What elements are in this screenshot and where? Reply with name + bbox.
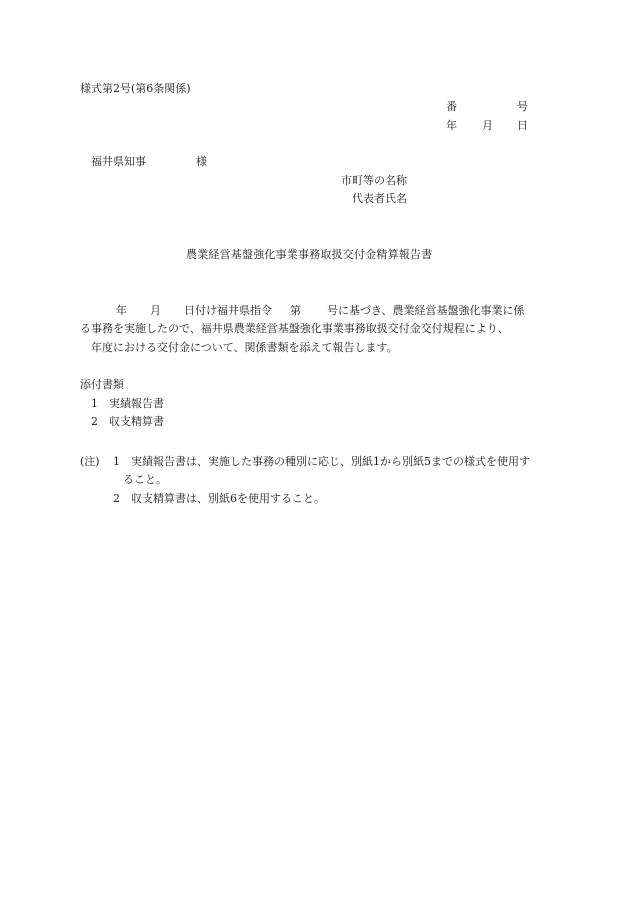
note-num: 2	[113, 492, 120, 505]
sender-org-label: 市町等の名称	[341, 174, 407, 187]
note-text-continued: ること。	[123, 473, 167, 486]
body-line2: る事務を実施したので、福井県農業経営基盤強化事業事務取扱交付金交付規程により、	[80, 322, 509, 335]
sender-rep-label: 代表者氏名	[352, 192, 407, 205]
note-text: 実績報告書は、実施した事務の種別に応じ、別紙1から別紙5までの様式を使用す	[131, 455, 530, 468]
body-dai: 第	[290, 304, 301, 317]
attachments-heading: 添付書類	[80, 378, 124, 391]
body-year: 年	[116, 304, 127, 317]
number-suffix: 号	[517, 100, 528, 113]
date-year: 年	[446, 119, 457, 132]
attachment-label: 実績報告書	[109, 397, 164, 410]
notes-label: (注)	[80, 455, 100, 468]
attachment-label: 収支精算書	[109, 415, 164, 428]
attachment-num: 1	[91, 397, 98, 410]
attachment-item	[91, 416, 164, 427]
attachment-item	[91, 398, 164, 409]
document-title: 農業経営基盤強化事業事務取扱交付金精算報告書	[186, 248, 433, 261]
body-directive-ref: 日付け福井県指令	[184, 304, 272, 317]
addressee-honorific: 様	[196, 155, 207, 168]
note-item	[113, 456, 530, 467]
body-line1-end: 号に基づき、農業経営基盤強化事業に係	[327, 304, 525, 317]
addressee-name: 福井県知事	[91, 155, 146, 168]
form-label: 様式第2号(第6条関係)	[80, 82, 191, 95]
note-num: 1	[113, 455, 120, 468]
number-prefix: 番	[446, 100, 457, 113]
body-month: 月	[150, 304, 161, 317]
note-item	[113, 493, 325, 504]
note-text: 収支精算書は、別紙6を使用すること。	[131, 492, 325, 505]
body-line3: 年度における交付金について、関係書類を添えて報告します。	[91, 341, 398, 354]
date-month: 月	[482, 119, 493, 132]
attachment-num: 2	[91, 415, 98, 428]
date-day: 日	[517, 119, 528, 132]
